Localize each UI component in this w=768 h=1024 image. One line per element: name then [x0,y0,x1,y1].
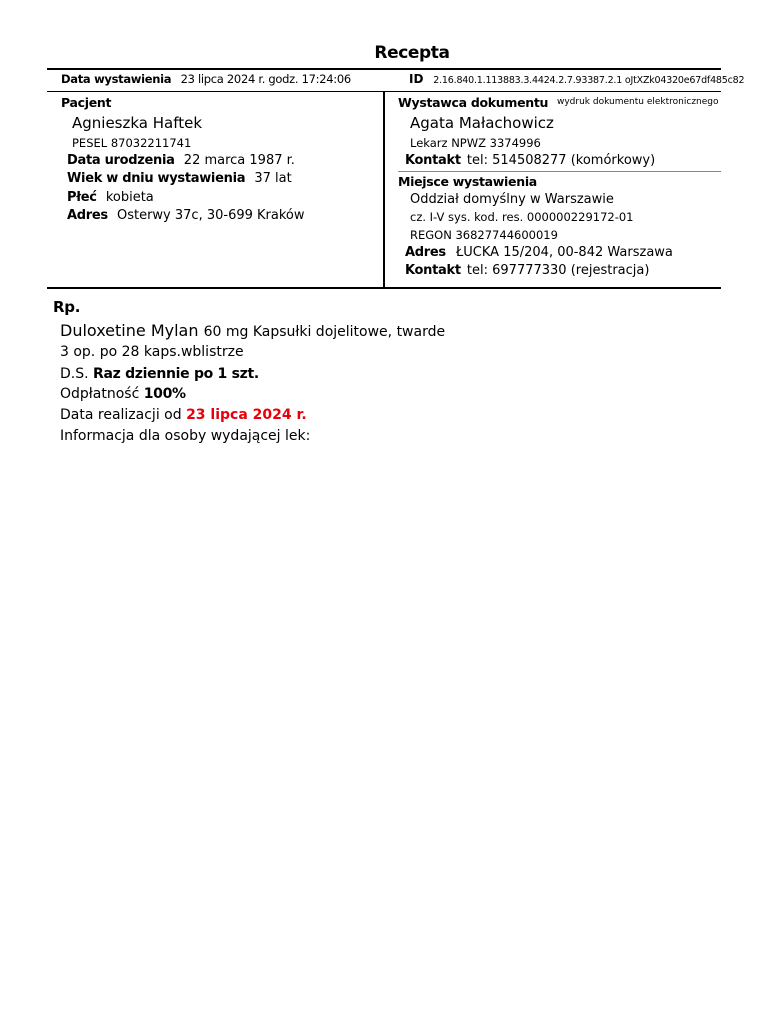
issue-date-label: Data wystawienia [61,72,172,86]
place-unit-name: Oddział domyślny w Warszawie [410,192,614,207]
issuer-contact-label: Kontakt [405,153,461,168]
payment-value: 100% [143,386,186,402]
dosage-row [60,366,259,382]
patient-dob-row [67,153,295,168]
drug-quantity: 3 op. po 28 kaps.wblistrze [60,344,244,360]
place-contact-value: tel: 697777330 (rejestracja) [466,263,650,278]
rp-label: Rp. [53,298,81,316]
issuer-name: Agata Małachowicz [410,114,554,132]
realization-row [60,407,307,423]
drug-line [60,321,445,340]
dob-label: Data urodzenia [67,153,175,168]
place-regon: REGON 36827744600019 [410,228,558,242]
patient-address-value: Osterwy 37c, 30-699 Kraków [116,208,305,223]
realization-label: Data realizacji od [60,407,182,423]
pharmacist-info-label: Informacja dla osoby wydającej lek: [60,428,311,444]
issuer-place-separator [398,171,721,172]
payment-label: Odpłatność [60,386,140,402]
age-value: 37 lat [254,171,292,186]
age-label: Wiek w dniu wystawienia [67,171,246,186]
printout-note: wydruk dokumentu elektronicznego [557,97,719,107]
issuer-contact-value: tel: 514508277 (komórkowy) [466,153,656,168]
place-address-value: ŁUCKA 15/204, 00-842 Warszawa [455,245,673,260]
patient-age-row [67,171,292,186]
patient-pesel: PESEL 87032211741 [72,136,192,150]
ds-label: D.S. [60,366,89,382]
place-codes: cz. I-V sys. kod. res. 000000229172-01 [410,210,634,224]
column-divider [383,92,385,289]
place-section-label: Miejsce wystawienia [398,174,537,189]
issue-date-row [61,72,351,86]
issuer-license: Lekarz NPWZ 3374996 [410,136,541,150]
dob-value: 22 marca 1987 r. [183,153,295,168]
patient-name: Agnieszka Haftek [72,114,203,132]
place-contact-label: Kontakt [405,263,461,278]
id-value: 2.16.840.1.113883.3.4424.2.7.93387.2.1 oJtXZk04320e67df485c82 [433,75,745,86]
document-id-row [409,72,744,86]
id-label: ID [409,72,424,86]
place-contact-row [405,263,649,278]
patient-address-row [67,208,305,223]
issue-date-value: 23 lipca 2024 r. godz. 17:24:06 [180,72,351,86]
realization-value: 23 lipca 2024 r. [186,407,307,423]
place-address-label: Adres [405,245,446,260]
bottom-rule [47,287,721,289]
issuer-contact-row [405,153,655,168]
issuer-section-label: Wystawca dokumentu [398,95,549,110]
place-address-row [405,245,673,260]
sex-value: kobieta [105,190,154,205]
patient-sex-row [67,190,154,205]
payment-row [60,386,186,402]
top-rule [47,68,721,70]
patient-address-label: Adres [67,208,108,223]
drug-name: Duloxetine Mylan [60,321,199,340]
drug-details: 60 mg Kapsułki dojelitowe, twarde [203,324,446,340]
document-title: Recepta [374,43,450,63]
sex-label: Płeć [67,190,97,205]
ds-value: Raz dziennie po 1 szt. [93,366,259,382]
patient-section-label: Pacjent [61,95,112,110]
